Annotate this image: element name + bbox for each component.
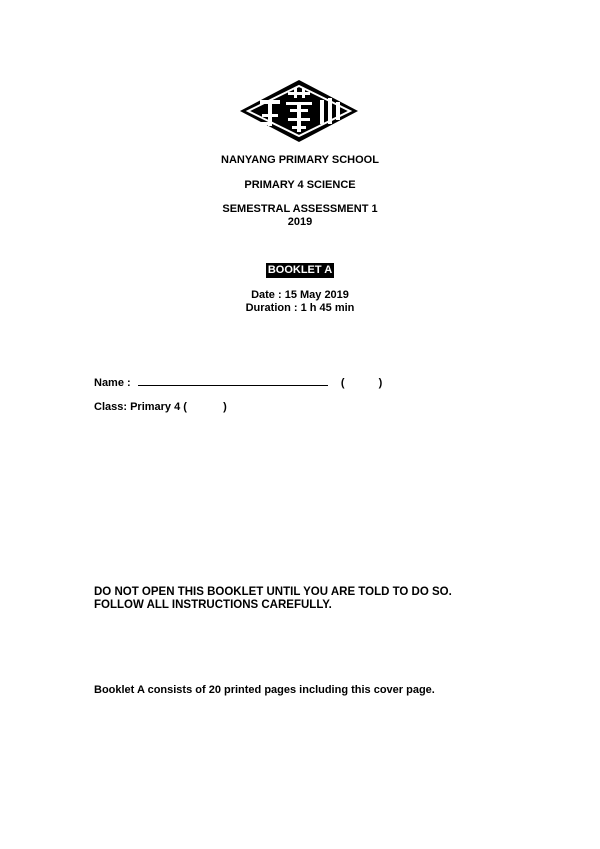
register-number-open-paren: ( — [340, 377, 345, 389]
name-blank-line[interactable] — [138, 375, 328, 386]
class-label: Class: Primary 4 ( — [94, 401, 187, 413]
name-label: Name : — [94, 377, 131, 389]
register-number-close-paren: ) — [378, 377, 383, 389]
exam-duration: Duration : 1 h 45 min — [245, 302, 355, 314]
subject-title: PRIMARY 4 SCIENCE — [244, 179, 356, 191]
class-field-row — [94, 401, 227, 414]
class-close-paren: ) — [223, 401, 227, 413]
exam-date: Date : 15 May 2019 — [251, 289, 349, 301]
name-field-row — [94, 375, 382, 390]
assessment-year: 2019 — [287, 216, 313, 228]
school-name: NANYANG PRIMARY SCHOOL — [221, 154, 379, 166]
booklet-label: BOOKLET A — [267, 264, 333, 276]
page-count-note: Booklet A consists of 20 printed pages including this cover page. — [94, 684, 435, 696]
instruction-line-2: FOLLOW ALL INSTRUCTIONS CAREFULLY. — [94, 599, 332, 611]
instruction-line-1: DO NOT OPEN THIS BOOKLET UNTIL YOU ARE TOLD TO DO SO. — [94, 586, 452, 598]
booklet-label-row — [0, 263, 600, 278]
assessment-title: SEMESTRAL ASSESSMENT 1 — [222, 203, 378, 215]
school-crest-icon — [238, 78, 360, 144]
